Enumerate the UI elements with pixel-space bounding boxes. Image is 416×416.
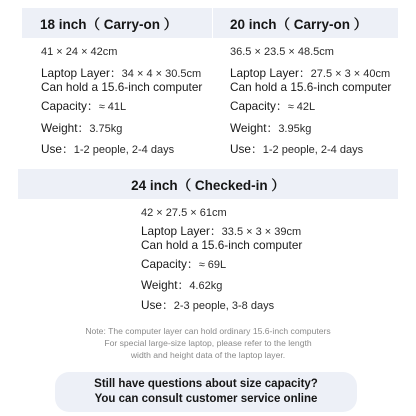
use-value: 2-3 people, 3-8 days — [173, 300, 275, 312]
laptop-layer-label: Laptop Layer： — [141, 224, 222, 238]
weight-20-inch — [230, 122, 311, 136]
weight-24-inch — [141, 279, 222, 293]
size-header-20-inch: 20 inch（ Carry-on ） — [213, 8, 398, 38]
use-18-inch — [41, 143, 174, 157]
capacity-value: ≈ 41L — [98, 101, 127, 113]
capacity-18-inch — [41, 100, 126, 114]
capacity-label: Capacity： — [41, 99, 99, 113]
contact-line-2: You can consult customer service online — [94, 393, 318, 405]
capacity-value: ≈ 69L — [198, 259, 227, 271]
weight-label: Weight： — [230, 121, 279, 135]
capacity-20-inch — [230, 100, 315, 114]
dimensions-24-inch — [141, 207, 227, 220]
laptop-layer-20-inch — [230, 67, 391, 95]
dimensions-value: 42 × 27.5 × 61cm — [141, 207, 227, 219]
weight-label: Weight： — [41, 121, 90, 135]
dimensions-18-inch — [41, 46, 117, 59]
size-header-18-inch: 18 inch（ Carry-on ） — [22, 8, 212, 38]
customer-service-banner — [55, 372, 357, 412]
contact-line-1: Still have questions about size capacity? — [94, 378, 318, 390]
use-20-inch — [230, 143, 363, 157]
laptop-layer-note: Can hold a 15.6-inch computer — [230, 80, 392, 94]
weight-18-inch — [41, 122, 122, 136]
weight-value: 3.95kg — [278, 123, 312, 135]
use-label: Use： — [230, 142, 263, 156]
weight-value: 3.75kg — [89, 123, 123, 135]
dimensions-value: 41 × 24 × 42cm — [41, 46, 118, 58]
size-header-24-inch: 24 inch（ Checked-in ） — [18, 169, 398, 199]
use-value: 1-2 people, 2-4 days — [73, 144, 175, 156]
capacity-24-inch — [141, 258, 226, 272]
laptop-layer-note: Can hold a 15.6-inch computer — [41, 80, 203, 94]
use-24-inch — [141, 299, 274, 313]
dimensions-value: 36.5 × 23.5 × 48.5cm — [230, 46, 334, 58]
laptop-layer-footnote — [40, 325, 376, 361]
capacity-value: ≈ 42L — [287, 101, 316, 113]
dimensions-20-inch — [230, 46, 334, 59]
footnote-line-1: Note: The computer layer can hold ordinary 15.6-inch computers — [85, 326, 331, 336]
capacity-label: Capacity： — [230, 99, 288, 113]
footnote-line-3: width and height data of the laptop layer. — [130, 350, 286, 360]
capacity-label: Capacity： — [141, 257, 199, 271]
weight-label: Weight： — [141, 278, 190, 292]
use-value: 1-2 people, 2-4 days — [262, 144, 364, 156]
weight-value: 4.62kg — [189, 280, 223, 292]
laptop-layer-value: 27.5 × 3 × 40cm — [310, 68, 391, 80]
laptop-layer-18-inch — [41, 67, 202, 95]
footnote-line-2: For special large-size laptop, please refer to the length — [104, 338, 312, 348]
laptop-layer-label: Laptop Layer： — [230, 66, 311, 80]
laptop-layer-value: 34 × 4 × 30.5cm — [121, 68, 202, 80]
laptop-layer-note: Can hold a 15.6-inch computer — [141, 238, 303, 252]
laptop-layer-label: Laptop Layer： — [41, 66, 122, 80]
use-label: Use： — [141, 298, 174, 312]
laptop-layer-value: 33.5 × 3 × 39cm — [221, 226, 302, 238]
use-label: Use： — [41, 142, 74, 156]
laptop-layer-24-inch — [141, 225, 302, 253]
